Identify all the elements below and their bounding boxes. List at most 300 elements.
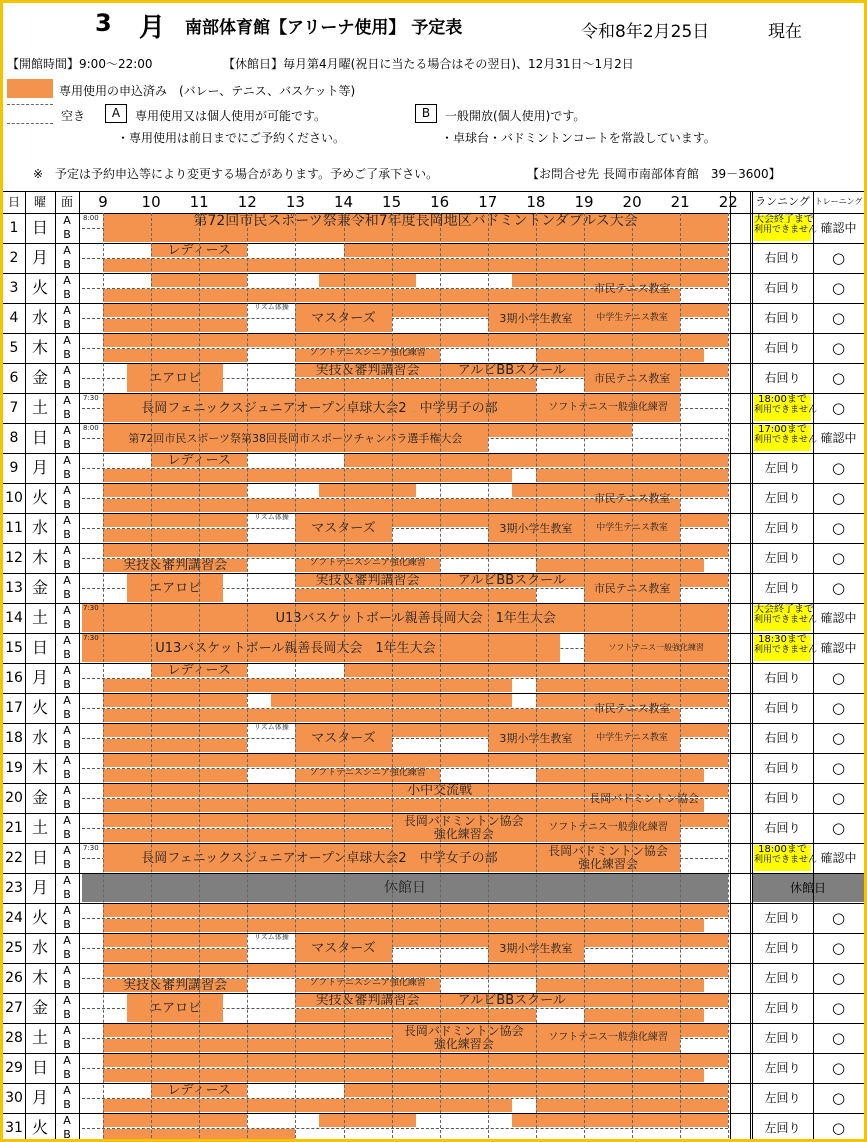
- grid-line: [103, 213, 104, 1142]
- event-label: ソフトテニスシニア強化練習: [309, 348, 426, 358]
- event-label: 長岡フェニックスジュニアオープン卓球大会2 中学女子の部: [141, 850, 498, 866]
- side-a-label: A: [63, 694, 71, 707]
- day-number: 13: [5, 580, 23, 596]
- as-of-date: 令和8年2月25日: [581, 22, 710, 42]
- weekday: 日: [31, 1058, 48, 1077]
- side-b-label: B: [63, 228, 71, 241]
- training-status: ○: [831, 1089, 846, 1107]
- hour-label: 9: [98, 193, 108, 211]
- start-time-label: 7:30: [83, 394, 99, 402]
- day-number: 2: [9, 250, 19, 266]
- legend-empty-text: 空き: [61, 109, 86, 123]
- day-number: 31: [5, 1120, 23, 1136]
- running-direction: 右回り: [764, 341, 801, 355]
- reservation-bar: [512, 1114, 728, 1127]
- event-label: 市民テニス教室: [593, 281, 671, 295]
- event-label: 3期小学生教室: [499, 521, 573, 535]
- reservation-bar: [103, 514, 247, 527]
- hour-label: 14: [333, 193, 354, 211]
- training-status: ○: [831, 699, 846, 717]
- side-a-label: A: [63, 814, 71, 827]
- event-label: 3期小学生教室: [499, 731, 573, 745]
- reservation-bar: [103, 304, 247, 317]
- weekday: 木: [31, 548, 48, 567]
- start-time-label: 7:30: [83, 604, 99, 612]
- hour-label: 11: [189, 193, 209, 211]
- day-number: 26: [5, 970, 23, 986]
- month-suffix: 月: [139, 13, 166, 43]
- day-number: 1: [9, 220, 19, 236]
- event-label: 中学生テニス教室: [596, 522, 668, 533]
- side-a-label: A: [63, 844, 71, 857]
- availability-note: 17:00まで 利用できません: [754, 425, 811, 451]
- day-number: 12: [5, 550, 23, 566]
- availability-note: 18:00まで 利用できません: [754, 845, 811, 871]
- side-b-label: B: [63, 738, 71, 751]
- training-status: 確認中: [820, 851, 857, 865]
- side-b-label: B: [63, 678, 71, 691]
- event-label: エアロビ: [149, 370, 202, 386]
- event-label: リズム体操: [253, 513, 289, 521]
- weekday: 水: [31, 728, 48, 747]
- grid-line: [295, 213, 296, 1142]
- grid-line: [813, 191, 814, 1142]
- side-a-label: A: [63, 1084, 71, 1097]
- running-direction: 右回り: [764, 821, 801, 835]
- event-label: リズム体操: [253, 303, 289, 311]
- side-a-label: A: [63, 214, 71, 227]
- weekday: 月: [31, 668, 48, 687]
- side-b-label: B: [63, 1128, 71, 1141]
- day-number: 23: [5, 880, 23, 896]
- grid-line: [752, 191, 753, 1142]
- event-label: 市民テニス教室: [593, 371, 671, 385]
- weekday: 火: [31, 908, 48, 927]
- grid-line: [632, 213, 633, 1142]
- column-header-training: トレーニング: [814, 197, 863, 206]
- event-label: 実技＆審判講習会: [315, 993, 420, 1008]
- start-time-label: 7:30: [83, 634, 99, 642]
- hour-label: 18: [526, 193, 546, 211]
- reservation-bar: [319, 274, 415, 287]
- reservation-bar: [103, 904, 728, 917]
- grid-line: [536, 213, 537, 1142]
- day-number: 10: [5, 490, 23, 506]
- event-label: リズム体操: [253, 933, 289, 941]
- reservation-bar: [103, 1114, 247, 1127]
- day-number: 3: [9, 280, 19, 296]
- side-a-label: A: [63, 1024, 71, 1037]
- training-status: ○: [831, 999, 846, 1017]
- training-status: ○: [831, 969, 846, 987]
- event-label: 実技＆審判講習会: [315, 363, 420, 378]
- running-direction: 右回り: [764, 311, 801, 325]
- running-direction: 右回り: [764, 251, 801, 265]
- side-a-label: A: [63, 574, 71, 587]
- running-direction: 左回り: [764, 581, 801, 595]
- event-label: レディース: [167, 243, 231, 258]
- side-a-label: A: [63, 394, 71, 407]
- event-label: 市民テニス教室: [593, 581, 671, 595]
- event-label: マスターズ: [311, 940, 376, 956]
- event-label: 中学生テニス教室: [596, 312, 668, 323]
- column-header-weekday: 曜: [33, 195, 46, 209]
- side-a-label: A: [63, 784, 71, 797]
- side-b-label: B: [63, 468, 71, 481]
- training-status: 確認中: [820, 221, 857, 235]
- event-label: レディース: [167, 663, 231, 678]
- day-number: 18: [5, 730, 23, 746]
- availability-note: 18:30まで 利用できません: [754, 635, 811, 661]
- reservation-bar: [103, 1069, 704, 1082]
- day-number: 27: [5, 1000, 23, 1016]
- hour-label: 15: [382, 193, 402, 211]
- grid-line: [392, 213, 393, 1142]
- schedule-grid: [3, 3, 864, 1139]
- side-b-label: B: [63, 888, 71, 901]
- reservation-bar: [295, 379, 536, 392]
- training-status: ○: [831, 279, 846, 297]
- contact-info: 【お問合せ先 長岡市南部体育館 39－3600】: [527, 167, 781, 181]
- event-label: 市民テニス教室: [593, 491, 671, 505]
- month-number: 3: [95, 9, 112, 37]
- training-status: ○: [831, 459, 846, 477]
- training-status: ○: [831, 309, 846, 327]
- weekday: 火: [31, 1118, 48, 1137]
- day-number: 6: [9, 370, 19, 386]
- hour-label: 10: [141, 193, 161, 211]
- day-number: 20: [5, 790, 23, 806]
- side-b-label: B: [63, 348, 71, 361]
- event-label: U13バスケットボール親善長岡大会 1年生大会: [155, 640, 436, 656]
- event-label: 長岡バドミントン協会 強化練習会: [403, 1024, 524, 1051]
- running-direction: 右回り: [764, 791, 801, 805]
- grid-line: [584, 213, 585, 1142]
- reservation-bar: [103, 529, 247, 542]
- event-label: 中学生テニス教室: [596, 732, 668, 743]
- weekday: 月: [31, 1088, 48, 1107]
- side-a-label: A: [63, 484, 71, 497]
- hour-label: 21: [670, 193, 690, 211]
- event-label: 3期小学生教室: [499, 311, 573, 325]
- side-a-label: A: [63, 634, 71, 647]
- legend-reserved-text: 専用使用の申込済み (バレー、テニス、バスケット等): [59, 84, 356, 98]
- side-a-label: A: [63, 1114, 71, 1127]
- side-a-label: A: [63, 544, 71, 557]
- side-b-label: B: [63, 828, 71, 841]
- reservation-bar: [103, 739, 247, 752]
- event-label: 第72回市民スポーツ祭第38回長岡市スポーツチャンバラ選手権大会: [128, 431, 463, 445]
- side-b-label: B: [63, 858, 71, 871]
- training-status: ○: [831, 729, 846, 747]
- opening-hours: 【開館時間】9:00～22:00: [7, 57, 153, 71]
- event-label: 実技＆審判講習会: [123, 558, 228, 573]
- side-b-label: B: [63, 1098, 71, 1111]
- running-direction: 左回り: [764, 1061, 801, 1075]
- event-label: ソフトテニス一般強化練習: [608, 643, 704, 652]
- day-number: 19: [5, 760, 23, 776]
- availability-note: 18:00まで 利用できません: [754, 395, 811, 421]
- side-b-label: B: [63, 558, 71, 571]
- training-status: ○: [831, 759, 846, 777]
- day-number: 14: [5, 610, 23, 626]
- event-label: ソフトテニス一般強化練習: [548, 822, 668, 833]
- reservation-bar: [103, 1099, 512, 1112]
- running-direction: 左回り: [764, 911, 801, 925]
- side-a-label: A: [63, 514, 71, 527]
- training-status: ○: [831, 369, 846, 387]
- grid-line: [750, 191, 751, 1142]
- side-a-label: A: [63, 994, 71, 1007]
- training-status: ○: [831, 909, 846, 927]
- hour-label: 16: [430, 193, 450, 211]
- side-b-label: B: [63, 618, 71, 631]
- side-b-label: B: [63, 408, 71, 421]
- legend-a-text: 専用使用又は個人使用が可能です。: [135, 109, 327, 123]
- side-b-label: B: [63, 588, 71, 601]
- side-a-label: A: [63, 424, 71, 437]
- weekday: 日: [31, 848, 48, 867]
- reservation-bar: [103, 349, 247, 362]
- running-direction: 左回り: [764, 1091, 801, 1105]
- side-b-label: B: [63, 948, 71, 961]
- event-label: U13バスケットボール親善長岡大会 1年生大会: [275, 610, 556, 626]
- event-label: レディース: [167, 453, 231, 468]
- event-label: 小中交流戦: [407, 783, 473, 798]
- reservation-bar: [536, 769, 704, 782]
- side-b-label: B: [63, 258, 71, 271]
- reservation-bar: [103, 694, 247, 707]
- running-direction: 左回り: [764, 941, 801, 955]
- weekday: 土: [31, 818, 48, 837]
- event-label: 第72回市民スポーツ祭兼令和7年度長岡地区バドミントンダブルス大会: [193, 213, 638, 229]
- weekday: 水: [31, 938, 48, 957]
- day-number: 24: [5, 910, 23, 926]
- reservation-bar: [103, 469, 512, 482]
- legend-a-box: A: [105, 104, 127, 123]
- event-label: アルビBBスクール: [457, 363, 566, 378]
- weekday: 火: [31, 698, 48, 717]
- grid-line: [199, 213, 200, 1142]
- running-direction: 左回り: [764, 491, 801, 505]
- side-b-label: B: [63, 378, 71, 391]
- grid-line: [440, 213, 441, 1142]
- side-a-label: A: [63, 454, 71, 467]
- running-direction: 左回り: [764, 1001, 801, 1015]
- weekday: 木: [31, 758, 48, 777]
- side-b-label: B: [63, 318, 71, 331]
- side-b-label: B: [63, 438, 71, 451]
- side-a-label: A: [63, 364, 71, 377]
- reservation-bar: [319, 1114, 415, 1127]
- legend-b-text: 一般開放(個人使用)です。: [445, 109, 586, 123]
- legend-b-box: B: [415, 104, 437, 123]
- reservation-bar: [536, 559, 704, 572]
- side-b-label: B: [63, 288, 71, 301]
- day-number: 22: [5, 850, 23, 866]
- training-status: ○: [831, 669, 846, 687]
- grid-line: [79, 191, 80, 1142]
- grid-line: [730, 191, 731, 1142]
- availability-note: 大会終了まで 利用できません: [754, 605, 811, 631]
- side-b-label: B: [63, 978, 71, 991]
- grid-line: [728, 213, 729, 1142]
- reservation-bar: [103, 754, 728, 767]
- start-time-label: 8:00: [83, 214, 99, 222]
- running-direction: 左回り: [764, 461, 801, 475]
- training-status: ○: [831, 789, 846, 807]
- event-label: 市民テニス教室: [593, 701, 671, 715]
- training-status: 確認中: [820, 611, 857, 625]
- training-status: ○: [831, 1029, 846, 1047]
- event-label: 3期小学生教室: [499, 941, 573, 955]
- running-direction: 右回り: [764, 281, 801, 295]
- event-label: 長岡バドミントン協会 強化練習会: [403, 814, 524, 841]
- reservation-bar: [103, 259, 728, 272]
- side-a-label: A: [63, 904, 71, 917]
- reservation-bar: [103, 484, 247, 497]
- side-a-label: A: [63, 964, 71, 977]
- reservation-bar: [103, 544, 728, 557]
- side-b-label: B: [63, 1008, 71, 1021]
- event-label: 実技＆審判講習会: [315, 573, 420, 588]
- reservation-bar: [488, 424, 632, 437]
- event-label: マスターズ: [311, 310, 376, 326]
- training-status: ○: [831, 249, 846, 267]
- event-label: マスターズ: [311, 730, 376, 746]
- event-label: エアロビ: [149, 580, 202, 596]
- running-direction: 右回り: [764, 371, 801, 385]
- event-label: マスターズ: [311, 520, 376, 536]
- weekday: 金: [31, 368, 48, 387]
- reservation-bar: [103, 1054, 728, 1067]
- weekday: 日: [31, 428, 48, 447]
- weekday: 月: [31, 248, 48, 267]
- reservation-bar: [103, 769, 247, 782]
- weekday: 土: [31, 1028, 48, 1047]
- training-status: ○: [831, 519, 846, 537]
- day-number: 9: [9, 460, 19, 476]
- as-of-suffix: 現在: [768, 22, 802, 42]
- day-number: 4: [9, 310, 19, 326]
- reservation-bar: [103, 334, 728, 347]
- side-a-label: A: [63, 274, 71, 287]
- reservation-bar: [103, 964, 728, 977]
- day-number: 28: [5, 1030, 23, 1046]
- event-label: 長岡フェニックスジュニアオープン卓球大会2 中学男子の部: [141, 400, 498, 416]
- running-direction: 左回り: [764, 1031, 801, 1045]
- column-header-running: ランニング: [755, 195, 810, 208]
- side-b-label: B: [63, 918, 71, 931]
- hour-label: 17: [478, 193, 498, 211]
- training-status: ○: [831, 1119, 846, 1137]
- weekday: 月: [31, 878, 48, 897]
- event-label: ソフトテニスシニア強化練習: [309, 978, 426, 988]
- side-a-label: A: [63, 334, 71, 347]
- weekday: 金: [31, 788, 48, 807]
- reservation-bar: [103, 679, 512, 692]
- weekday: 水: [31, 308, 48, 327]
- weekday: 木: [31, 338, 48, 357]
- weekday: 日: [31, 218, 48, 237]
- weekday: 火: [31, 488, 48, 507]
- reservation-bar: [295, 1009, 536, 1022]
- closed-day-label: 休館日: [384, 880, 426, 896]
- column-header-day: 日: [7, 195, 20, 209]
- hour-label: 19: [574, 193, 594, 211]
- weekday: 金: [31, 998, 48, 1017]
- side-a-label: A: [63, 724, 71, 737]
- running-direction: 右回り: [764, 701, 801, 715]
- side-b-label: B: [63, 648, 71, 661]
- day-number: 21: [5, 820, 23, 836]
- training-status: ○: [831, 549, 846, 567]
- grid-line: [55, 191, 56, 1142]
- training-status: 確認中: [820, 431, 857, 445]
- closed-day-running: 休館日: [789, 881, 826, 895]
- schedule-notice: ※ 予定は予約申込等により変更する場合があります。予めご了承下さい。: [33, 167, 439, 181]
- weekday: 水: [31, 518, 48, 537]
- event-label: ソフトテニスシニア強化練習: [309, 768, 426, 778]
- event-label: 実技＆審判講習会: [123, 978, 228, 993]
- reservation-bar: [295, 589, 536, 602]
- event-label: アルビBBスクール: [457, 573, 566, 588]
- side-a-label: A: [63, 304, 71, 317]
- side-b-label: B: [63, 768, 71, 781]
- training-status: ○: [831, 579, 846, 597]
- side-a-label: A: [63, 754, 71, 767]
- grid-line: [344, 213, 345, 1142]
- running-direction: 左回り: [764, 521, 801, 535]
- side-b-label: B: [63, 528, 71, 541]
- reservation-bar: [319, 484, 415, 497]
- start-time-label: 8:00: [83, 424, 99, 432]
- hour-label: 13: [285, 193, 305, 211]
- event-label: ソフトテニスシニア強化練習: [309, 558, 426, 568]
- running-direction: 右回り: [764, 731, 801, 745]
- grid-line: [151, 213, 152, 1142]
- event-label: エアロビ: [149, 1000, 202, 1016]
- side-a-label: A: [63, 664, 71, 677]
- weekday: 木: [31, 968, 48, 987]
- column-header-side: 面: [60, 195, 73, 209]
- training-status: ○: [831, 489, 846, 507]
- event-label: リズム体操: [253, 723, 289, 731]
- closed-days: 【休館日】毎月第4月曜(祝日に当たる場合はその翌日)、12月31日～1月2日: [223, 57, 634, 71]
- running-direction: 右回り: [764, 671, 801, 685]
- grid-line: [488, 213, 489, 1142]
- day-number: 11: [5, 520, 23, 536]
- weekday: 土: [31, 608, 48, 627]
- day-number: 8: [9, 430, 19, 446]
- side-b-label: B: [63, 498, 71, 511]
- reservation-bar: [103, 319, 247, 332]
- weekday: 金: [31, 578, 48, 597]
- training-status: ○: [831, 939, 846, 957]
- reservation-bar: [536, 349, 704, 362]
- day-number: 17: [5, 700, 23, 716]
- side-a-label: A: [63, 874, 71, 887]
- reservation-bar: [584, 1009, 704, 1022]
- side-b-label: B: [63, 708, 71, 721]
- training-status: ○: [831, 1059, 846, 1077]
- grid-line: [247, 213, 248, 1142]
- training-status: ○: [831, 339, 846, 357]
- reservation-bar: [103, 934, 247, 947]
- day-number: 25: [5, 940, 23, 956]
- day-number: 5: [9, 340, 19, 356]
- side-a-label: A: [63, 1054, 71, 1067]
